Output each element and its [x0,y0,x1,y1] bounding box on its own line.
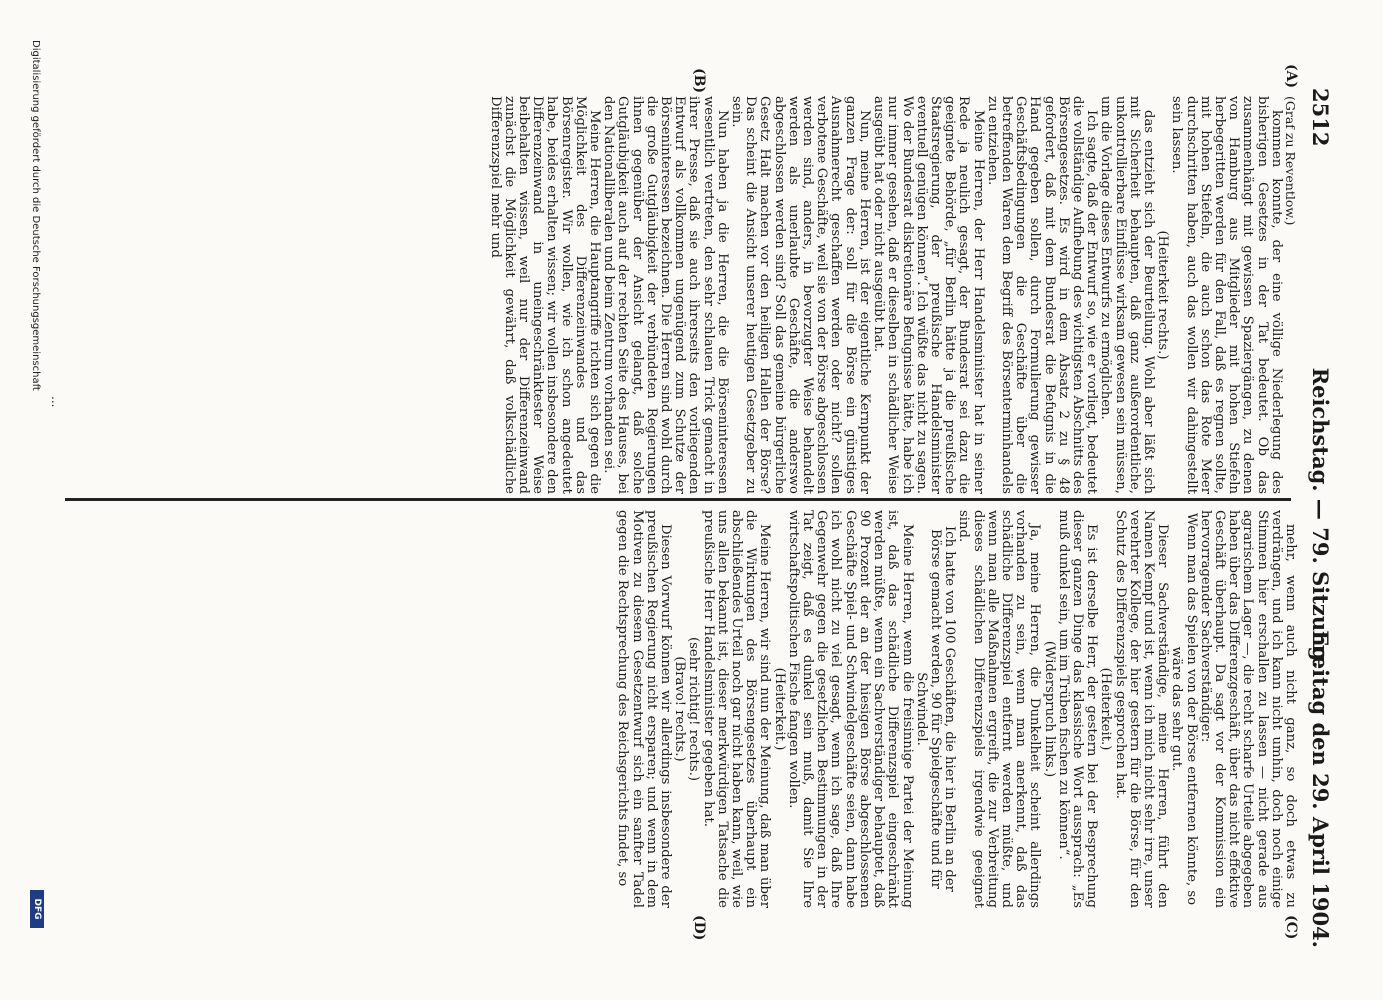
margin-marker-c: (C) [1283,915,1299,940]
dfg-logo: DFG [30,890,44,928]
right-column [615,510,1297,908]
paragraph: Meine Herren, der Herr Handelsminister hat in seiner Rede ja neulich gesagt, der Bundesrat sei dazu die geeignete Behörde, „für Berlin hätte ja die preußische Staatsregierung, der preußische Handelsminister eventuell genügen können“. Ich wüßte das nicht zu sagen. Wo der Bundesrat diskretionäre Befugnisse hätte, habe ich nur immer gesehen, daß er dieselben in schädlicher Weise ausgeübt hat oder nicht ausgeübt hat. [871,96,986,494]
paragraph: mehr, wenn auch nicht ganz, so doch etwas zu verdrängen, und ich kann nicht umhin, doch noch einige Stimmen hier erschallen zu lassen — nicht gerade aus agrarischem Lager —, die recht scharfe Urteile abgegeben haben über das Differenzgeschäft, über das nicht effektive Geschäft überhaupt. Da sagt vor der Kommission ein hervorragender Sachverständiger: [1197,510,1298,908]
date-line: Freitag den 29. April 1904. [1308,630,1333,948]
quoted-text: Ich hatte von 100 Geschäften, die hier in Berlin an der Börse gemacht werden, 90 für Spielgeschäfte und für Schwindel. [913,526,958,892]
margin-marker-d: (D) [691,915,707,941]
interjection: (Widerspruch links.) [1041,640,1057,778]
interjection: (Heiterkeit.) [771,667,787,751]
quoted-text: Wenn man das Spielen von der Börse entfernen könnte, so wäre das sehr gut. [1169,512,1199,906]
paragraph: Dieser Sachverständige, meine Herren, führt den Namen Kempf und ist, wenn ich mich nicht sehr irre, unser verehrter Kollege, der hier gestern für die Börse, für den Schutz des Differenzspiels gesprochen hat. [1112,510,1171,908]
paragraph: Nun haben ja die Herren, die die Börseninteressen wesentlich vertreten, den sehr schlauen Trick gemacht in ihrer Presse, daß sie auch ihrerseits den vorliegenden Entwurf als vollkommen ungenügend zum Schutze der Börseninteressen bezeichnen. Die Herren sind wohl durch die große Gutgläubigkeit der verbündeten Regierungen ihnen gegenüber der Ansicht gelangt, daß solche Gutgläubigkeit auch auf der rechten Seite des Hauses, bei den Nationalliberalen und beim Zentrum vorhanden sei. [601,96,730,494]
paragraph: Es ist derselbe Herr, der gestern bei der Besprechung dieser ganzen Dinge das klassische Wort aussprach: „Es muß dunkel sein, um im Trüben fischen zu können“. [1055,510,1100,908]
interjection: (Heiterkeit.) [1098,667,1114,751]
page-number: 2512 [1308,88,1333,147]
digitization-note: Digitalisierung gefördert durch die Deutsche Forschungsgemeinschaft [30,40,41,391]
paragraph: Meine Herren, wenn die freisinnige Partei der Meinung ist, daß das schädliche Differenzspiel eingeschränkt werden müßte, wenn ein Sachverständiger behauptet, daß 90 Prozent der an der hiesigen Börse abgeschlossenen Geschäfte Spiel- und Schwindelgeschäfte seien, dann habe ich wohl nicht zu viel gesagt, wenn ich sage, daß Ihre Gegenwehr gegen die gesetzlichen Bestimmungen in der Tat zeigt, daß es dunkel sein muß, damit Sie Ihre wirtschaftspolitischen Fische fangen wollen. [785,510,915,908]
paragraph: kommen konnte, der eine völlige Niederlegung des bisherigen Gesetzes in der Tat bedeutet. Ob das zusammenhängt mit gewissen Spaziergängen, zu denen von Hamburg aus Mitglieder mit hohen Stiefeln herbegeritten werden für den Fall, daß es regnen sollte, mit hohen Stiefeln, die auch schon das Rote Meer durchschritten haben, auch das wollen wir dahingestellt sein lassen. [1169,96,1284,494]
speaker-name: (Graf zu Reventlow.) [1283,96,1298,226]
paragraph: Ich sagte, daß der Entwurf so, wie er vorliegt, bedeutet die vollständige Aufhebung des wichtigsten Abschnitts des Börsengesetzes. Es wird in dem Absatz 2 zu § 48 gefordert, daß mit dem Bundesrat die Befugnis in die Hand gegeben sollen, durch Formulierung gewisser Geschäftsbedingungen die Geschäfte über die betreffenden Waren dem Begriff des Börsenterminhandels zu entziehen. [984,96,1100,494]
margin-marker-b: (B) [691,68,707,94]
page-header [1307,88,1333,948]
margin-marker-a: (A) [1283,64,1299,89]
column-divider [65,498,1291,501]
interjection: (Heiterkeit rechts.) [1155,230,1171,360]
interjection: (Bravo! rechts.) [672,656,688,762]
paragraph: das entzieht sich der Beurteilung. Wohl aber läßt sich mit Sicherheit behaupten, daß ganz außerordentliche, unkontrollierbare Einflüsse wirksam gewesen sein müssen, um die Vorlage dieses Entwurfs zu ermöglichen. [1098,96,1156,494]
running-title: Reichstag. — 79. Sitzung. [1308,367,1333,669]
paragraph: Ja, meine Herren, die Dunkelheit scheint allerdings vorhanden zu sein, wenn man anerkennt, daß das schädliche Differenzspiel entfernt werden müßte, und wenn man alle Maßnahmen ergreift, die zur Verbreitung dieses schädlichen Differenzspiels irgendwie geeignet sind. [956,510,1043,908]
paragraph: Meine Herren, wir sind nun der Meinung, daß man über die Wirkungen des Börsengesetzes überhaupt ein abschließendes Urteil noch gar nicht haben kann, weil, wie uns allen bekannt ist, dieser merkwürdigen Tatsache die preußische Herr Handelsminister gegeben hat. [700,510,773,908]
paragraph: Diesen Vorwurf können wir allerdings insbesondere der preußischen Regierung nicht ersparen; und wenn in dem Motiven zu diesem Gesetzentwurf sich ein sanfter Tadel gegen die Rechtsprechung des Reichsgerichts findet, so [615,510,674,908]
bottom-mark: ... [49,396,63,408]
paragraph: Nun, meine Herren, ist der eigentliche Kernpunkt der ganzen Frage der: soll für die Börse ein günstiges Ausnahmerecht geschaffen werden oder nicht? sollen verbotene Geschäfte, weil sie von der Börse abgeschlossen werden sind, anders, in bevorzugter Weise behandelt werden als unerlaubte Geschäfte, die anderswo abgeschlossen werden sind? Soll das gemeine bürgerliche Gesetz Halt machen vor den heiligen Hallen der Börse? Das scheint die Ansicht unserer heutigen Gesetzgeber zu sein. [729,96,872,494]
interjection: (sehr richtig! rechts.) [686,637,702,781]
left-column [487,96,1297,494]
paragraph: Meine Herren, die Hauptangriffe richten sich gegen die Möglichkeit des Differenzeinwandes und das Börsenregister. Wir wollen, wie ich schon angedeutet habe, beides erhalten wissen; wir wollen insbesondere den Differenzeinwand in uneingeschränktester Weise beibehalten wissen, weil nur der Differenzeinwand zunächst die Möglichkeit gewährt, daß volkschädliche Differenzspiel mehr und [487,96,603,494]
